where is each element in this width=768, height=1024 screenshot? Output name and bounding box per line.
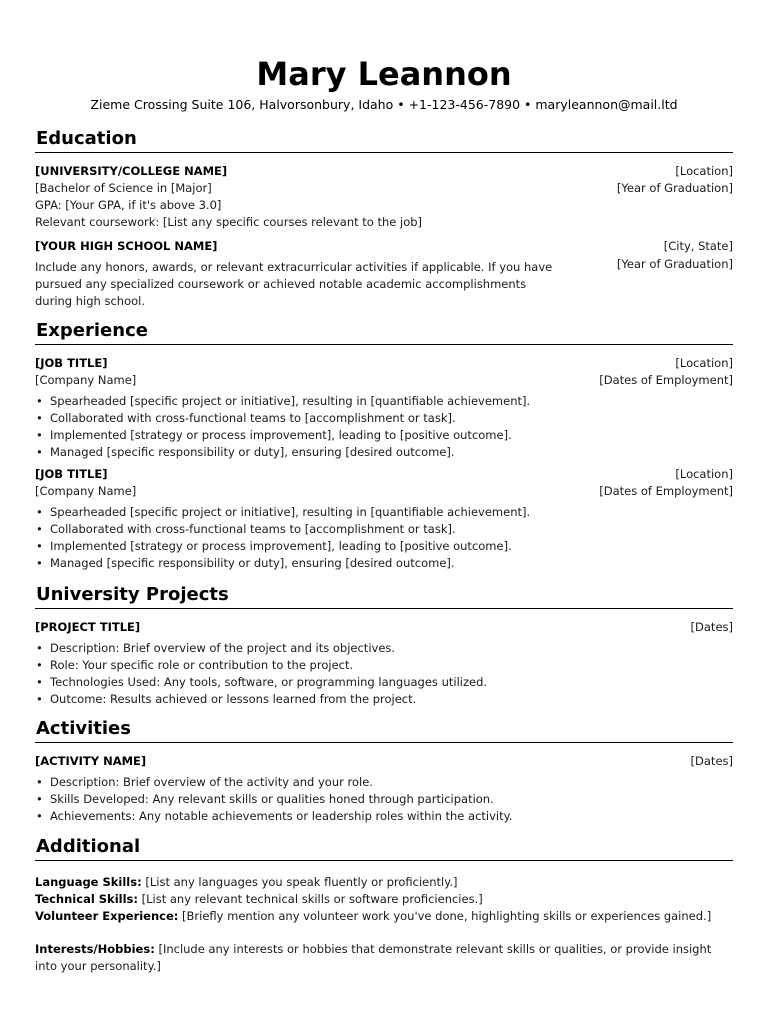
activity-dates: [Dates] bbox=[690, 754, 733, 768]
project-bullets bbox=[35, 640, 733, 708]
project-entry bbox=[35, 619, 733, 708]
language-skills-value: [List any languages you speak fluently or proficiently.] bbox=[141, 875, 458, 889]
list-item: • Implemented [strategy or process improvement], leading to [positive outcome]. bbox=[35, 538, 733, 555]
job-company: [Company Name] bbox=[35, 484, 137, 498]
list-item: • Role: Your specific role or contribution to the project. bbox=[35, 657, 733, 674]
section-divider bbox=[35, 742, 733, 743]
job-title: [JOB TITLE] bbox=[35, 467, 108, 481]
section-divider bbox=[35, 152, 733, 153]
section-title-experience: Experience bbox=[36, 320, 148, 341]
interests-hobbies bbox=[35, 941, 733, 975]
project-title: [PROJECT TITLE] bbox=[35, 620, 141, 634]
list-item: • Implemented [strategy or process improvement], leading to [positive outcome]. bbox=[35, 427, 733, 444]
list-item: • Description: Brief overview of the activity and your role. bbox=[35, 774, 733, 791]
section-divider bbox=[35, 860, 733, 861]
university-graduation: [Year of Graduation] bbox=[616, 181, 733, 195]
highschool-name: [YOUR HIGH SCHOOL NAME] bbox=[35, 239, 218, 253]
list-item: • Managed [specific responsibility or duty], ensuring [desired outcome]. bbox=[35, 555, 733, 572]
education-university bbox=[35, 163, 733, 231]
section-title-additional: Additional bbox=[36, 836, 141, 857]
language-skills bbox=[35, 874, 733, 891]
job-dates: [Dates of Employment] bbox=[599, 373, 733, 387]
list-item: • Spearheaded [specific project or initiative], resulting in [quantifiable achievement]. bbox=[35, 504, 733, 521]
highschool-location: [City, State] bbox=[663, 239, 733, 253]
volunteer-experience bbox=[35, 908, 733, 925]
job-entry bbox=[35, 355, 733, 461]
university-coursework: Relevant coursework: [List any specific courses relevant to the job] bbox=[35, 215, 423, 229]
section-title-activities: Activities bbox=[36, 718, 131, 739]
list-item: • Managed [specific responsibility or duty], ensuring [desired outcome]. bbox=[35, 444, 733, 461]
activity-name: [ACTIVITY NAME] bbox=[35, 754, 147, 768]
language-skills-label: Language Skills: bbox=[35, 875, 142, 889]
activity-bullets bbox=[35, 774, 733, 825]
list-item: • Collaborated with cross-functional teams to [accomplishment or task]. bbox=[35, 521, 733, 538]
technical-skills bbox=[35, 891, 733, 908]
university-degree: [Bachelor of Science in [Major] bbox=[35, 181, 212, 195]
university-name: [UNIVERSITY/COLLEGE NAME] bbox=[35, 164, 228, 178]
activities-section bbox=[35, 718, 733, 825]
highschool-graduation: [Year of Graduation] bbox=[616, 257, 733, 271]
list-item: • Skills Developed: Any relevant skills or qualities honed through participation. bbox=[35, 791, 733, 808]
project-dates: [Dates] bbox=[690, 620, 733, 634]
job-bullets bbox=[35, 393, 733, 461]
job-location: [Location] bbox=[675, 467, 733, 481]
section-title-education: Education bbox=[36, 128, 137, 149]
list-item: • Technologies Used: Any tools, software, or programming languages utilized. bbox=[35, 674, 733, 691]
education-highschool bbox=[35, 238, 733, 310]
experience-section bbox=[35, 320, 733, 572]
additional-section bbox=[35, 836, 733, 975]
contact-line: Zieme Crossing Suite 106, Halvorsonbury, Idaho • +1-123-456-7890 • maryleannon@mail.ltd bbox=[90, 97, 678, 112]
list-item: • Collaborated with cross-functional teams to [accomplishment or task]. bbox=[35, 410, 733, 427]
section-divider bbox=[35, 344, 733, 345]
section-divider bbox=[35, 608, 733, 609]
volunteer-experience-label: Volunteer Experience: bbox=[35, 909, 179, 923]
technical-skills-value: [List any relevant technical skills or software proficiencies.] bbox=[137, 892, 483, 906]
highschool-description: Include any honors, awards, or relevant extracurricular activities if applicable. If you have pursued any specialized coursework or achieved notable academic accomplishments during high school. bbox=[35, 260, 553, 308]
job-title: [JOB TITLE] bbox=[35, 356, 108, 370]
list-item: • Achievements: Any notable achievements or leadership roles within the activity. bbox=[35, 808, 733, 825]
interests-hobbies-value: [Include any interests or hobbies that demonstrate relevant skills or qualities, or provide insight into your personality.] bbox=[35, 942, 712, 973]
job-company: [Company Name] bbox=[35, 373, 137, 387]
volunteer-experience-value: [Briefly mention any volunteer work you've done, highlighting skills or experiences gained.] bbox=[178, 909, 712, 923]
list-item: • Description: Brief overview of the project and its objectives. bbox=[35, 640, 733, 657]
university-location: [Location] bbox=[675, 164, 733, 178]
list-item: • Spearheaded [specific project or initiative], resulting in [quantifiable achievement]. bbox=[35, 393, 733, 410]
section-title-projects: University Projects bbox=[36, 584, 229, 605]
job-dates: [Dates of Employment] bbox=[599, 484, 733, 498]
technical-skills-label: Technical Skills: bbox=[35, 892, 138, 906]
additional-skills bbox=[35, 874, 733, 975]
university-gpa: GPA: [Your GPA, if it's above 3.0] bbox=[35, 198, 222, 212]
job-bullets bbox=[35, 504, 733, 572]
job-entry bbox=[35, 466, 733, 572]
projects-section bbox=[35, 584, 733, 708]
list-item: • Outcome: Results achieved or lessons learned from the project. bbox=[35, 691, 733, 708]
interests-hobbies-label: Interests/Hobbies: bbox=[35, 942, 155, 956]
education-section bbox=[35, 128, 733, 310]
candidate-name: Mary Leannon bbox=[256, 55, 512, 93]
activity-entry bbox=[35, 753, 733, 825]
job-location: [Location] bbox=[675, 356, 733, 370]
